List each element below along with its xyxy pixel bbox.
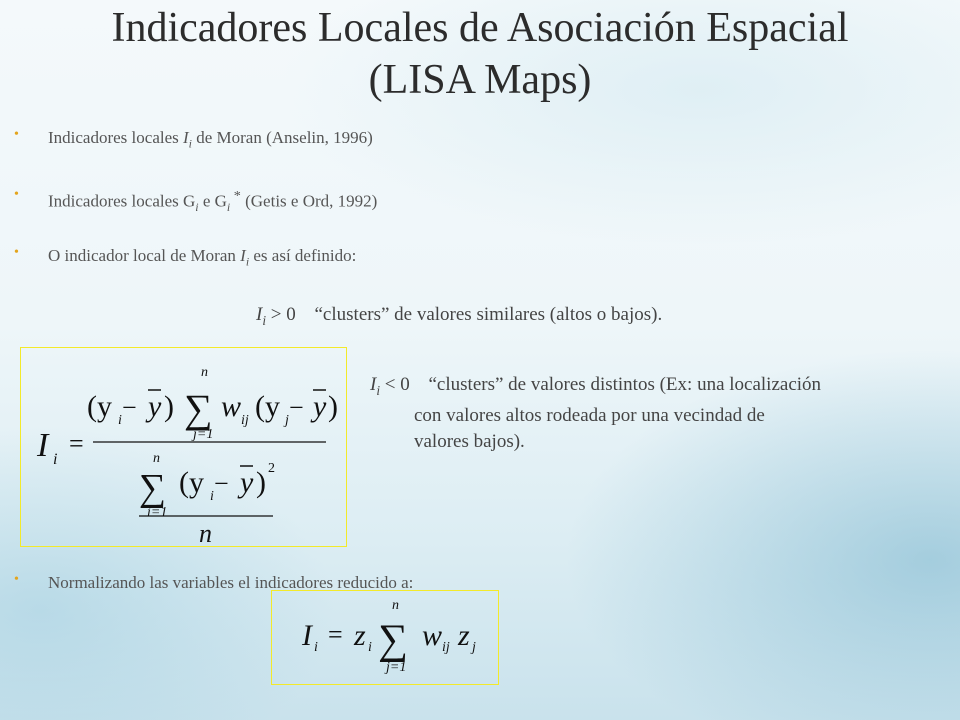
num-close2: )	[328, 390, 338, 423]
var-I: I	[370, 374, 377, 395]
num-ybar: y	[148, 390, 162, 423]
f2-lhs: I	[302, 619, 312, 652]
bullet-text: Indicadores locales	[48, 191, 183, 211]
title-line-2: (LISA Maps)	[368, 57, 592, 103]
weight-w: w	[221, 390, 242, 423]
formula-lisa	[21, 348, 346, 546]
var-sub: i	[195, 200, 199, 215]
title-line-1: Indicadores Locales de Asociación Espacial	[111, 5, 849, 51]
bullet-definition	[48, 246, 356, 269]
f2-w: w	[422, 619, 443, 652]
num-open2: (y	[255, 390, 280, 423]
den-sum-bottom: i=1	[147, 505, 168, 520]
den-sum-symbol: ∑	[139, 467, 167, 509]
f2-lhs-sub: i	[314, 640, 318, 655]
f2-z-sub: i	[368, 640, 372, 655]
num-minus2: −	[289, 393, 304, 422]
num-close: )	[164, 390, 174, 423]
var-G2: G	[214, 191, 227, 211]
slide-title	[0, 2, 960, 106]
operator: < 0	[380, 374, 410, 395]
sum-top: n	[201, 365, 208, 380]
bullet-text: Indicadores locales	[48, 128, 183, 147]
formula-lhs: I	[37, 427, 49, 464]
den-minus: −	[214, 469, 229, 498]
num-ybar2: y	[313, 390, 327, 423]
f2-w-sub: ij	[442, 640, 450, 655]
var-sub: i	[376, 382, 381, 398]
f2-z2-sub: j	[472, 640, 476, 655]
formula-box-lisa	[20, 347, 347, 547]
var-sub: i	[262, 312, 267, 328]
interpretation-positive	[256, 304, 662, 329]
var-G: G	[183, 191, 196, 211]
bullet-text: de Moran (Anselin, 1996)	[191, 128, 373, 147]
den-open: (y	[179, 466, 204, 499]
weight-sub: ij	[241, 413, 249, 428]
interpretation-text: “clusters” de valores similares (altos o bajos).	[314, 304, 663, 325]
formula-equals: =	[69, 429, 84, 458]
formula-lhs-sub: i	[53, 451, 58, 468]
interpretation-text-line3: valores bajos).	[414, 430, 525, 452]
den-n: n	[199, 519, 212, 546]
num-open: (y	[87, 390, 112, 423]
den-sub-i: i	[210, 489, 214, 504]
bullet-text: e	[198, 191, 215, 211]
f2-z2: z	[458, 619, 470, 652]
den-square: 2	[268, 461, 275, 476]
bullet-getis	[48, 188, 377, 215]
interpretation-text-line2: con valores altos rodeada por una vecindad de	[414, 404, 765, 426]
den-close: )	[256, 466, 266, 499]
sum-bottom: j=1	[193, 427, 214, 442]
bullet-moran	[48, 128, 373, 151]
interpretation-text: “clusters” de valores distintos (Ex: una localización	[428, 374, 822, 395]
den-sum-top: n	[153, 451, 160, 466]
f2-z: z	[354, 619, 366, 652]
num-minus: −	[122, 393, 137, 422]
f2-equals: =	[328, 620, 343, 649]
var-star: *	[230, 188, 241, 204]
bullet-text: (Getis e Ord, 1992)	[240, 191, 378, 211]
bullet-text: O indicador local de Moran	[48, 246, 241, 265]
var-I: I	[240, 246, 246, 265]
interpretation-negative	[370, 374, 940, 453]
var-sub: i	[245, 254, 250, 269]
operator: > 0	[266, 304, 296, 325]
var-I: I	[183, 128, 189, 147]
num-sub-j: j	[285, 413, 289, 428]
f2-sum-top: n	[392, 598, 399, 613]
num-sub-i: i	[118, 413, 122, 428]
formula-box-normalized	[271, 590, 499, 685]
var-sub: i	[226, 200, 231, 215]
bullet-text: Normalizando las variables el indicadores reducido a:	[48, 573, 414, 592]
var-sub: i	[188, 136, 192, 151]
var-I: I	[256, 304, 263, 325]
formula-normalized	[272, 591, 498, 684]
f2-sum-bottom: j=1	[386, 660, 407, 675]
sum-symbol: ∑	[184, 386, 213, 431]
bullet-text: es así definido:	[249, 246, 357, 265]
den-ybar: y	[240, 466, 254, 499]
f2-sum-symbol: ∑	[378, 617, 408, 663]
